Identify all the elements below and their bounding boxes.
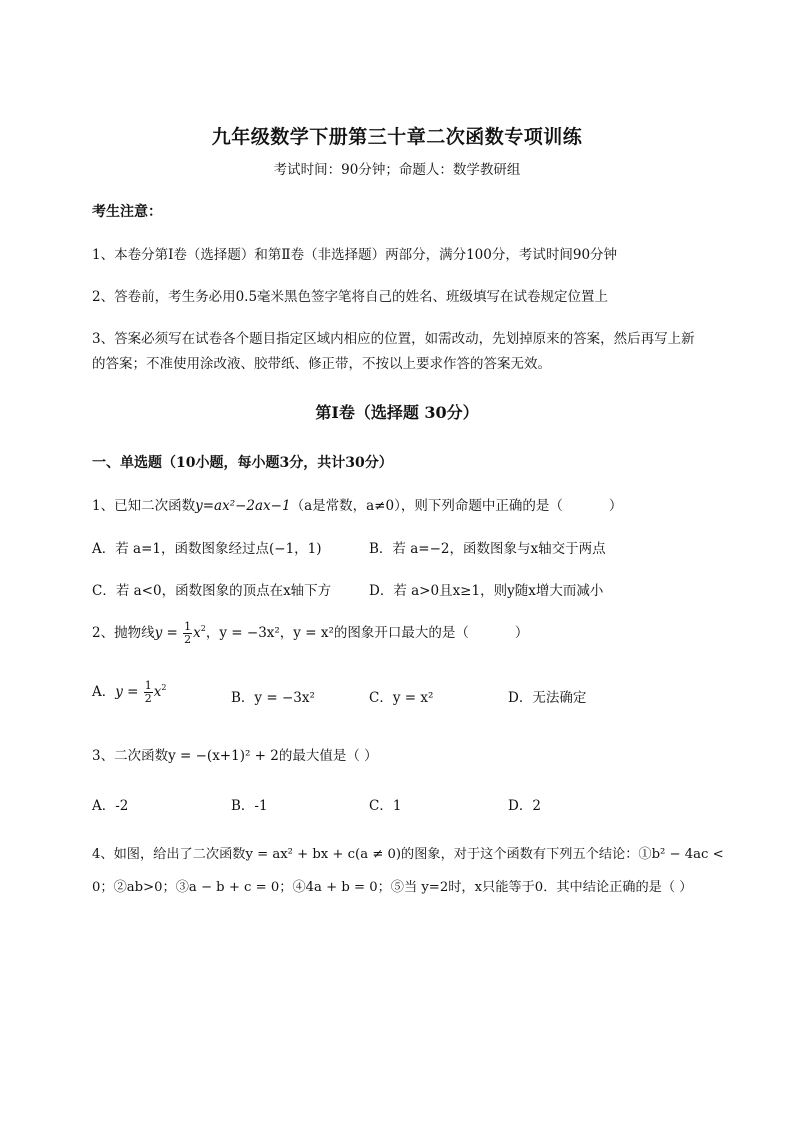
q1-option-c[interactable]: C．若 a<0，函数图象的顶点在x轴下方 [92,583,332,599]
question-2-stem: 2、抛物线y = $\frac{1}{2}$ $x^2$，y = −3x²，y = x²的图象开口最大的是（ ） [92,620,529,646]
q2-option-a-label: A． [92,684,116,700]
section-title: 第I卷（选择题 30分） [315,403,479,422]
q2-option-d[interactable]: D．无法确定 [508,690,587,706]
q3-option-c[interactable]: C．1 [369,798,402,814]
q2-suffix: 的图象开口最大的是（ [333,625,469,641]
q2-option-c[interactable]: C．y = x² [369,690,434,706]
q1-prefix: 1、已知二次函数 [92,498,196,514]
q2-frac-num: 1 [184,620,192,633]
note-item-1: 1、本卷分第I卷（选择题）和第Ⅱ卷（非选择题）两部分，满分100分，考试时间90分钟 [92,247,618,263]
question-1-stem [92,494,622,514]
q2-option-b[interactable]: B．y = −3x² [231,690,315,706]
q2-part2: ，y = −3x²，y = x² [205,625,334,641]
q1-formula: y=ax²−2ax−1 [195,498,291,514]
question-3-stem: 3、二次函数y = −(x+1)² + 2的最大值是（ ） [92,748,378,764]
notes-heading: 考生注意： [92,204,162,220]
q2-option-a-num: 1 [144,679,152,692]
question-4-line-1: 4、如图，给出了二次函数y = ax² + bx + c(a ≠ 0)的图象，对于这个函数有下列五个结论：①b² − 4ac < [92,847,724,862]
q2-option-a[interactable]: A．y = $\frac{1}{2}$ $x^2$ [92,679,167,705]
q2-option-a-fraction [144,680,153,705]
question-4-line-2: 0；②ab>0；③a − b + c = 0；④4a + b = 0；⑤当 y=2时，x只能等于0．其中结论正确的是（ ） [92,880,693,895]
note-item-2: 2、答卷前，考生务必用0.5毫米黑色签字笔将自己的姓名、班级填写在试卷规定位置上 [92,289,609,305]
q3-option-b[interactable]: B．-1 [231,798,268,814]
q1-option-a[interactable]: A．若 a=1，函数图象经过点(−1，1) [92,541,322,557]
page-title: 九年级数学下册第三十章二次函数专项训练 [211,126,583,148]
note-item-3: 3、答案必须写在试卷各个题目指定区域内相应的位置，如需改动，先划掉原来的答案，然后再写上新 [92,331,695,347]
q2-fraction [183,621,192,646]
q3-option-a[interactable]: A．-2 [92,798,129,814]
part-heading: 一、单选题（10小题，每小题3分，共计30分） [92,455,393,471]
q1-option-d[interactable]: D．若 a>0且x≥1，则y随x增大而减小 [369,583,604,599]
q1-option-b[interactable]: B．若 a=−2，函数图象与x轴交于两点 [369,541,606,557]
q1-mid: （a是常数，a≠0），则下列命题中正确的是（ [290,498,563,514]
q2-option-a-den: 2 [144,692,152,705]
q2-close: ） [514,625,529,641]
note-item-3-continued: 的答案；不准使用涂改液、胶带纸、修正带，不按以上要求作答的答案无效。 [92,356,551,372]
exam-subtitle: 考试时间：90分钟；命题人：数学教研组 [273,162,521,178]
q2-frac-den: 2 [184,633,192,646]
q2-prefix: 2、抛物线 [92,625,155,641]
q1-suffix: ） [608,498,623,514]
q3-option-d[interactable]: D．2 [508,798,541,814]
